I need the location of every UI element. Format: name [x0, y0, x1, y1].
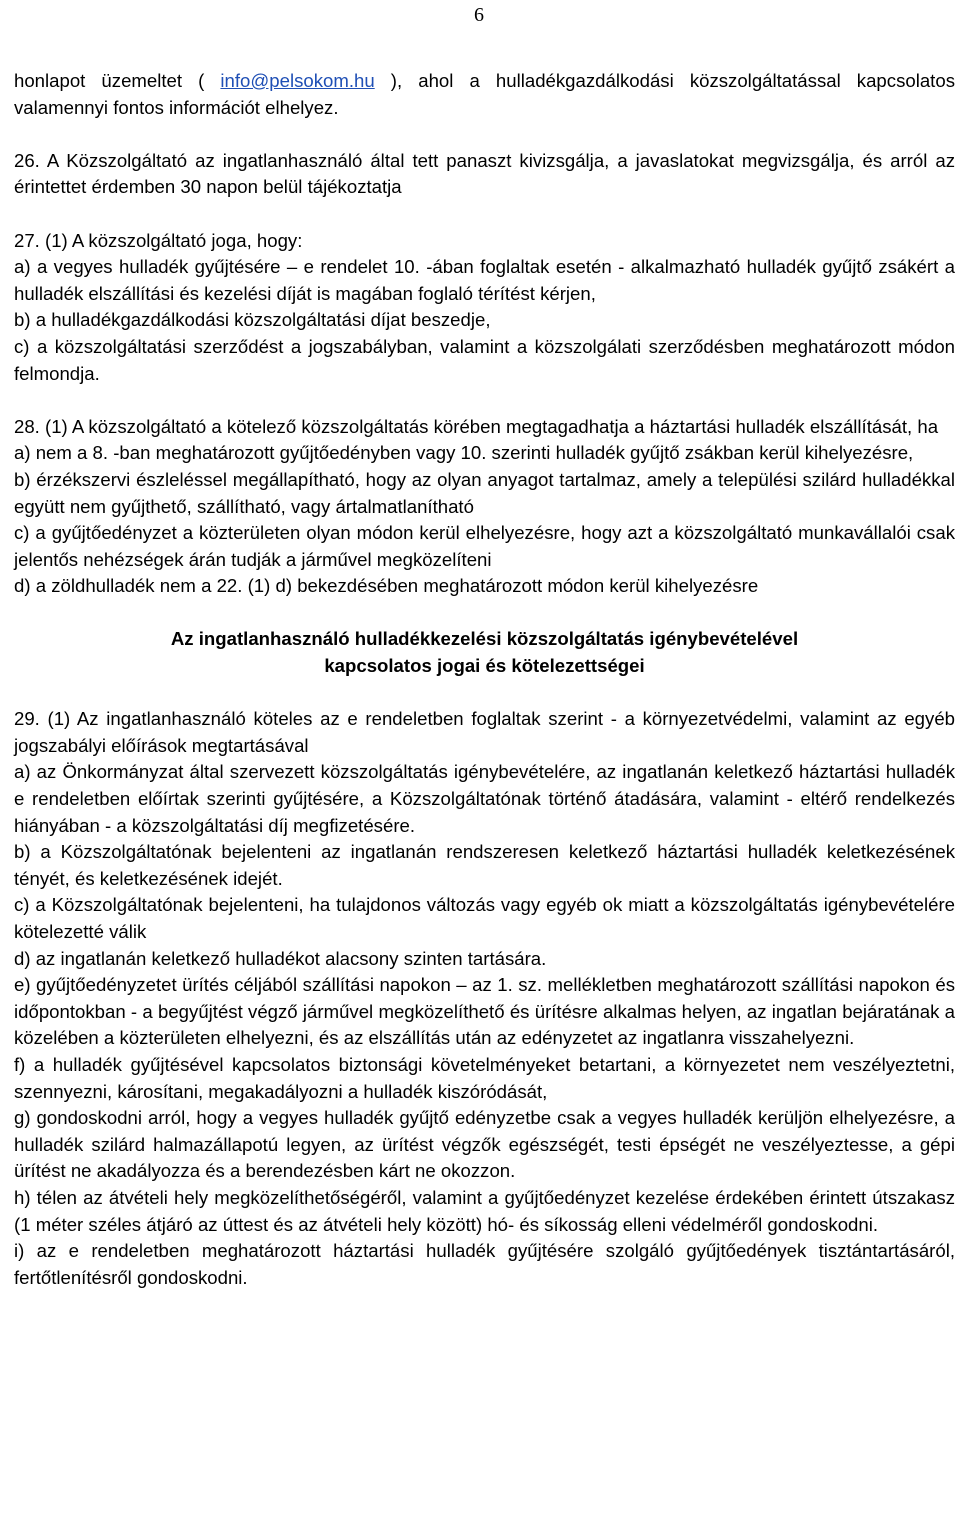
- section-29-h: h) télen az átvételi hely megközelíthetőségéről, valamint a gyűjtőedényzet kezelése érdekében érintett útszakasz (1 méter széles átjáró az úttest és az átvételi hely között) hó- és síkosság elleni védelméről gondoskodni.: [14, 1186, 955, 1235]
- section-28-a: a) nem a 8. -ban meghatározott gyűjtőedényben vagy 10. szerinti hulladék gyűjtő zsákban kerül kihelyezésre,: [14, 442, 914, 464]
- section-29-g: g) gondoskodni arról, hogy a vegyes hulladék gyűjtő edényzetbe csak a vegyes hulladék kerüljön elhelyezésre, a hulladék szilárd halmazállapotú legyen, az ürítést végzők egészségét, testi épségét ne veszélyeztesse, a gépi ürítést ne akadályozza és a berendezésben kárt ne okozzon.: [14, 1107, 955, 1182]
- spacer: [14, 600, 955, 627]
- section-27-b: b) a hulladékgazdálkodási közszolgáltatási díjat beszedje,: [14, 309, 491, 331]
- document-body: [14, 68, 955, 1291]
- section-29-b: b) a Közszolgáltatónak bejelenteni az ingatlanán rendszeresen keletkező háztartási hulladék keletkezésének tényét, és keletkezésének idejét.: [14, 841, 955, 889]
- section-27-a: a) a vegyes hulladék gyűjtésére – e rendelet 10. -ában foglaltak esetén - alkalmazható hulladék gyűjtő zsákért a hulladék elszállítási és kezelési díját is magában foglaló térítést kérjen,: [14, 256, 955, 304]
- section-29-title: 29. (1) Az ingatlanhasználó köteles az e rendeletben foglaltak szerint - a környezetvédelmi, valamint az egyéb jogszabályi előírások megtartásával: [14, 708, 955, 756]
- email-link[interactable]: info@pelsokom.hu: [220, 70, 375, 91]
- section-28-c: c) a gyűjtőedényzet a közterületen olyan módon kerül elhelyezésre, hogy azt a közszolgáltató munkavállalói csak jelentős nehézségek árán tudják a járművel megközelíteni: [14, 522, 955, 570]
- page-number-text: 6: [474, 4, 484, 26]
- section-heading-line1: Az ingatlanhasználó hulladékkezelési közszolgáltatás igénybevételével: [170, 628, 799, 650]
- section-29-a: a) az Önkormányzat által szervezett közszolgáltatás igénybevételére, az ingatlanán keletkező háztartási hulladék e rendeletben előírtak szerinti gyűjtésére, a Közszolgáltatónak történő átadására, valamint - eltérő rendelkezés hiányában - a közszolgáltatási díj megfizetésére.: [14, 761, 955, 836]
- section-27-c: c) a közszolgáltatási szerződést a jogszabályban, valamint a közszolgálati szerződésben meghatározott módon felmondja.: [14, 335, 955, 384]
- spacer: [14, 680, 955, 707]
- spacer: [14, 201, 955, 228]
- intro-text-end: ), ahol a hulladékgazdálkodási közszolgáltatással kapcsolatos valamennyi fontos információt elhelyez.: [14, 70, 955, 118]
- section-28-title: 28. (1) A közszolgáltató a kötelező közszolgáltatás körében megtagadhatja a háztartási hulladék elszállítását, ha: [14, 415, 939, 437]
- section-28-b: b) érzékszervi észleléssel megállapítható, hogy az olyan anyagot tartalmaz, amely a települési szilárd hulladékkal együtt nem gyűjthető, szállítható, vagy ártalmatlanítható: [14, 468, 955, 517]
- intro-paragraph: [14, 68, 955, 121]
- section-28-d: d) a zöldhulladék nem a 22. (1) d) bekezdésében meghatározott módon kerül kihelyezésre: [14, 575, 759, 597]
- spacer: [14, 121, 955, 148]
- spacer: [14, 387, 955, 414]
- section-29-i: i) az e rendeletben meghatározott háztartási hulladék gyűjtésére szolgáló gyűjtőedények tisztántartásáról, fertőtlenítésről gondoskodni.: [14, 1240, 955, 1288]
- section-29-e: e) gyűjtőedényzetet ürítés céljából szállítási napokon – az 1. sz. mellékletben meghatározott szállítási napokon és időpontokban - a begyűjtést végző járművel megközelíthető és ürítésre alkalmas helyen, az ingatlan bejáratának a közelében a közterületen elhelyezni, és az elszállítás után az edényzetet az ingatlanra visszahelyezni.: [14, 974, 955, 1049]
- section-heading-line2: kapcsolatos jogai és kötelezettségei: [324, 655, 645, 677]
- intro-text-start: honlapot üzemeltet (: [14, 70, 221, 91]
- section-29-c: c) a Közszolgáltatónak bejelenteni, ha tulajdonos változás vagy egyéb ok miatt a közszolgáltatás igénybevételére kötelezetté válik: [14, 894, 955, 942]
- section-27-title: 27. (1) A közszolgáltató joga, hogy:: [14, 229, 303, 251]
- section-26: 26. A Közszolgáltató az ingatlanhasználó által tett panaszt kivizsgálja, a javaslatokat megvizsgálja, és arról az érintettet érdemben 30 napon belül tájékoztatja: [14, 149, 955, 198]
- section-29-d: d) az ingatlanán keletkező hulladékot alacsony szinten tartására.: [14, 947, 547, 969]
- section-29-f: f) a hulladék gyűjtésével kapcsolatos biztonsági követelményeket betartani, a környezetet nem veszélyeztetni, szennyezni, károsítani, megakadályozni a hulladék kiszóródását,: [14, 1053, 955, 1102]
- page-number: [0, 4, 960, 27]
